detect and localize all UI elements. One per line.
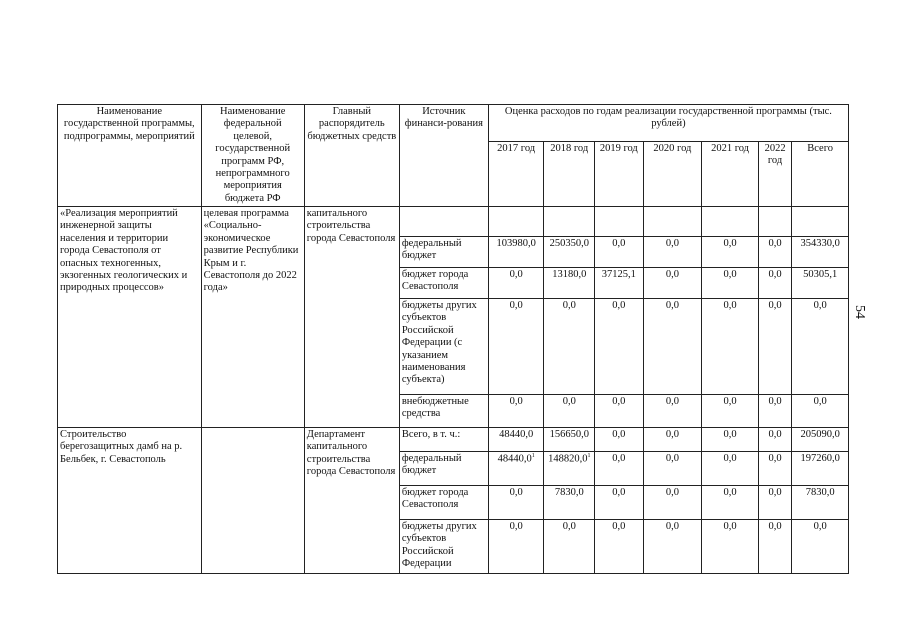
value-text: 0,0 xyxy=(723,453,737,464)
value-text: 0,0 xyxy=(768,269,782,280)
total-cell xyxy=(792,268,849,299)
budget-table xyxy=(57,104,849,574)
value-cell xyxy=(488,207,544,237)
program-name-cell: «Реализация мероприятий инженерной защиты населения и территории города Севастополя от опасных техногенных, экзогенных геологических и природных процессов» xyxy=(58,207,202,428)
source-cell: федеральный бюджет xyxy=(399,237,488,268)
value-text: 0,0 xyxy=(723,396,737,407)
program-name-cell: Строительство берегозащитных дамб на р. Бельбек, г. Севастополь xyxy=(58,428,202,574)
value-text: 0,0 xyxy=(509,300,523,311)
table-body xyxy=(58,207,849,574)
value-text: 354330,0 xyxy=(800,238,840,249)
header-source: Источник финанси-рования xyxy=(399,105,488,207)
value-cell xyxy=(758,299,791,395)
total-cell xyxy=(792,207,849,237)
value-text: 0,0 xyxy=(768,453,782,464)
value-cell xyxy=(758,395,791,428)
value-cell xyxy=(595,486,644,520)
value-text: 0,0 xyxy=(562,396,576,407)
value-cell xyxy=(544,428,595,452)
value-text: 0,0 xyxy=(562,521,576,532)
value-text: 48440,0 xyxy=(499,429,534,440)
footnote-mark: 1 xyxy=(531,453,535,459)
source-cell: бюджет города Севастополя xyxy=(399,268,488,299)
source-cell: Всего, в т. ч.: xyxy=(399,428,488,452)
value-text: 0,0 xyxy=(612,429,626,440)
value-text: 0,0 xyxy=(665,269,679,280)
total-cell xyxy=(792,299,849,395)
value-cell xyxy=(488,268,544,299)
value-text: 0,0 xyxy=(509,396,523,407)
value-cell xyxy=(643,299,702,395)
footnote-mark: 1 xyxy=(587,453,591,459)
table-row xyxy=(58,207,849,237)
value-cell xyxy=(488,486,544,520)
value-text: 0,0 xyxy=(612,487,626,498)
value-text: 0,0 xyxy=(665,453,679,464)
header-year: 2018 год xyxy=(544,142,595,207)
value-cell xyxy=(544,268,595,299)
value-text: 0,0 xyxy=(768,238,782,249)
value-cell xyxy=(758,237,791,268)
value-cell xyxy=(758,268,791,299)
value-text: 0,0 xyxy=(813,300,827,311)
value-text: 103980,0 xyxy=(496,238,536,249)
value-cell xyxy=(702,428,759,452)
value-cell xyxy=(702,268,759,299)
value-text: 197260,0 xyxy=(800,453,840,464)
federal-program-cell xyxy=(201,428,304,574)
value-cell xyxy=(544,520,595,574)
value-text: 0,0 xyxy=(768,300,782,311)
value-cell xyxy=(702,299,759,395)
value-text: 0,0 xyxy=(768,487,782,498)
value-text: 0,0 xyxy=(723,521,737,532)
value-cell xyxy=(488,299,544,395)
value-text: 156650,0 xyxy=(549,429,589,440)
header-year: 2019 год xyxy=(595,142,644,207)
value-cell xyxy=(643,486,702,520)
value-text: 50305,1 xyxy=(803,269,838,280)
value-cell xyxy=(595,237,644,268)
total-cell xyxy=(792,520,849,574)
value-text: 0,0 xyxy=(509,269,523,280)
value-cell xyxy=(702,395,759,428)
value-cell xyxy=(643,268,702,299)
value-cell xyxy=(544,486,595,520)
value-text: 0,0 xyxy=(723,269,737,280)
value-cell xyxy=(595,207,644,237)
value-text: 48440,0 xyxy=(497,453,532,465)
value-text: 0,0 xyxy=(665,521,679,532)
source-cell: федеральный бюджет xyxy=(399,452,488,486)
value-text: 0,0 xyxy=(612,238,626,249)
header-year: 2020 год xyxy=(643,142,702,207)
value-cell xyxy=(643,520,702,574)
value-cell xyxy=(544,299,595,395)
value-cell xyxy=(643,428,702,452)
value-text: 148820,0 xyxy=(548,453,588,465)
value-cell xyxy=(595,452,644,486)
page-number: 54 xyxy=(852,305,867,319)
value-text: 0,0 xyxy=(723,300,737,311)
value-text: 0,0 xyxy=(723,429,737,440)
value-cell xyxy=(544,207,595,237)
value-text: 13180,0 xyxy=(552,269,587,280)
value-text: 0,0 xyxy=(813,521,827,532)
value-cell xyxy=(488,237,544,268)
value-cell xyxy=(595,299,644,395)
value-cell xyxy=(488,452,544,486)
table-row xyxy=(58,428,849,452)
value-cell xyxy=(544,395,595,428)
header-manager: Главный распорядитель бюджетных средств xyxy=(304,105,399,207)
header-estimate: Оценка расходов по годам реализации государственной программы (тыс. рублей) xyxy=(488,105,848,142)
total-cell xyxy=(792,237,849,268)
source-cell: внебюджетные средства xyxy=(399,395,488,428)
value-cell xyxy=(758,520,791,574)
value-cell xyxy=(595,520,644,574)
header-total: Всего xyxy=(792,142,849,207)
value-text: 0,0 xyxy=(665,238,679,249)
value-cell xyxy=(758,486,791,520)
header-year: 2017 год xyxy=(488,142,544,207)
value-cell xyxy=(758,428,791,452)
value-text: 0,0 xyxy=(768,521,782,532)
value-text: 0,0 xyxy=(768,429,782,440)
value-text: 0,0 xyxy=(665,396,679,407)
value-text: 7830,0 xyxy=(805,487,835,498)
source-cell: бюджет города Севастополя xyxy=(399,486,488,520)
value-text: 0,0 xyxy=(509,487,523,498)
source-cell xyxy=(399,207,488,237)
value-cell xyxy=(643,207,702,237)
value-cell xyxy=(544,452,595,486)
value-cell xyxy=(643,395,702,428)
value-cell xyxy=(595,268,644,299)
value-text: 0,0 xyxy=(768,396,782,407)
value-cell xyxy=(758,207,791,237)
value-text: 7830,0 xyxy=(554,487,584,498)
value-text: 0,0 xyxy=(723,487,737,498)
value-text: 0,0 xyxy=(612,396,626,407)
value-cell xyxy=(488,520,544,574)
value-text: 205090,0 xyxy=(800,429,840,440)
federal-program-cell: целевая программа «Социально-экономическое развитие Республики Крым и г. Севастополя до 2022 года» xyxy=(201,207,304,428)
value-cell xyxy=(702,520,759,574)
value-text: 0,0 xyxy=(665,429,679,440)
value-cell xyxy=(488,428,544,452)
total-cell xyxy=(792,395,849,428)
header-year: 2022 год xyxy=(758,142,791,207)
value-cell xyxy=(702,207,759,237)
header-year: 2021 год xyxy=(702,142,759,207)
header-program-name: Наименование государственной программы, подпрограммы, мероприятий xyxy=(58,105,202,207)
value-text: 0,0 xyxy=(665,487,679,498)
value-cell xyxy=(595,395,644,428)
value-cell xyxy=(758,452,791,486)
total-cell xyxy=(792,428,849,452)
value-text: 0,0 xyxy=(612,453,626,464)
value-text: 0,0 xyxy=(723,238,737,249)
manager-cell: Департамент капитального строительства города Севастополя xyxy=(304,428,399,574)
header-federal-program: Наименование федеральной целевой, государственной программ РФ, непрограммного мероприятия бюджета РФ xyxy=(201,105,304,207)
total-cell xyxy=(792,486,849,520)
source-cell: бюджеты других субъектов Российской Федерации xyxy=(399,520,488,574)
value-text: 0,0 xyxy=(612,300,626,311)
source-cell: бюджеты других субъектов Российской Федерации (с указанием наименования субъекта) xyxy=(399,299,488,395)
value-text: 0,0 xyxy=(665,300,679,311)
value-cell xyxy=(643,237,702,268)
manager-cell: капитального строительства города Севастополя xyxy=(304,207,399,428)
value-text: 0,0 xyxy=(509,521,523,532)
value-text: 0,0 xyxy=(612,521,626,532)
value-text: 250350,0 xyxy=(549,238,589,249)
total-cell xyxy=(792,452,849,486)
value-cell xyxy=(544,237,595,268)
value-cell xyxy=(643,452,702,486)
value-text: 0,0 xyxy=(813,396,827,407)
value-cell xyxy=(702,237,759,268)
value-cell xyxy=(702,452,759,486)
value-cell xyxy=(595,428,644,452)
value-cell xyxy=(488,395,544,428)
value-text: 37125,1 xyxy=(601,269,636,280)
value-cell xyxy=(702,486,759,520)
value-text: 0,0 xyxy=(562,300,576,311)
